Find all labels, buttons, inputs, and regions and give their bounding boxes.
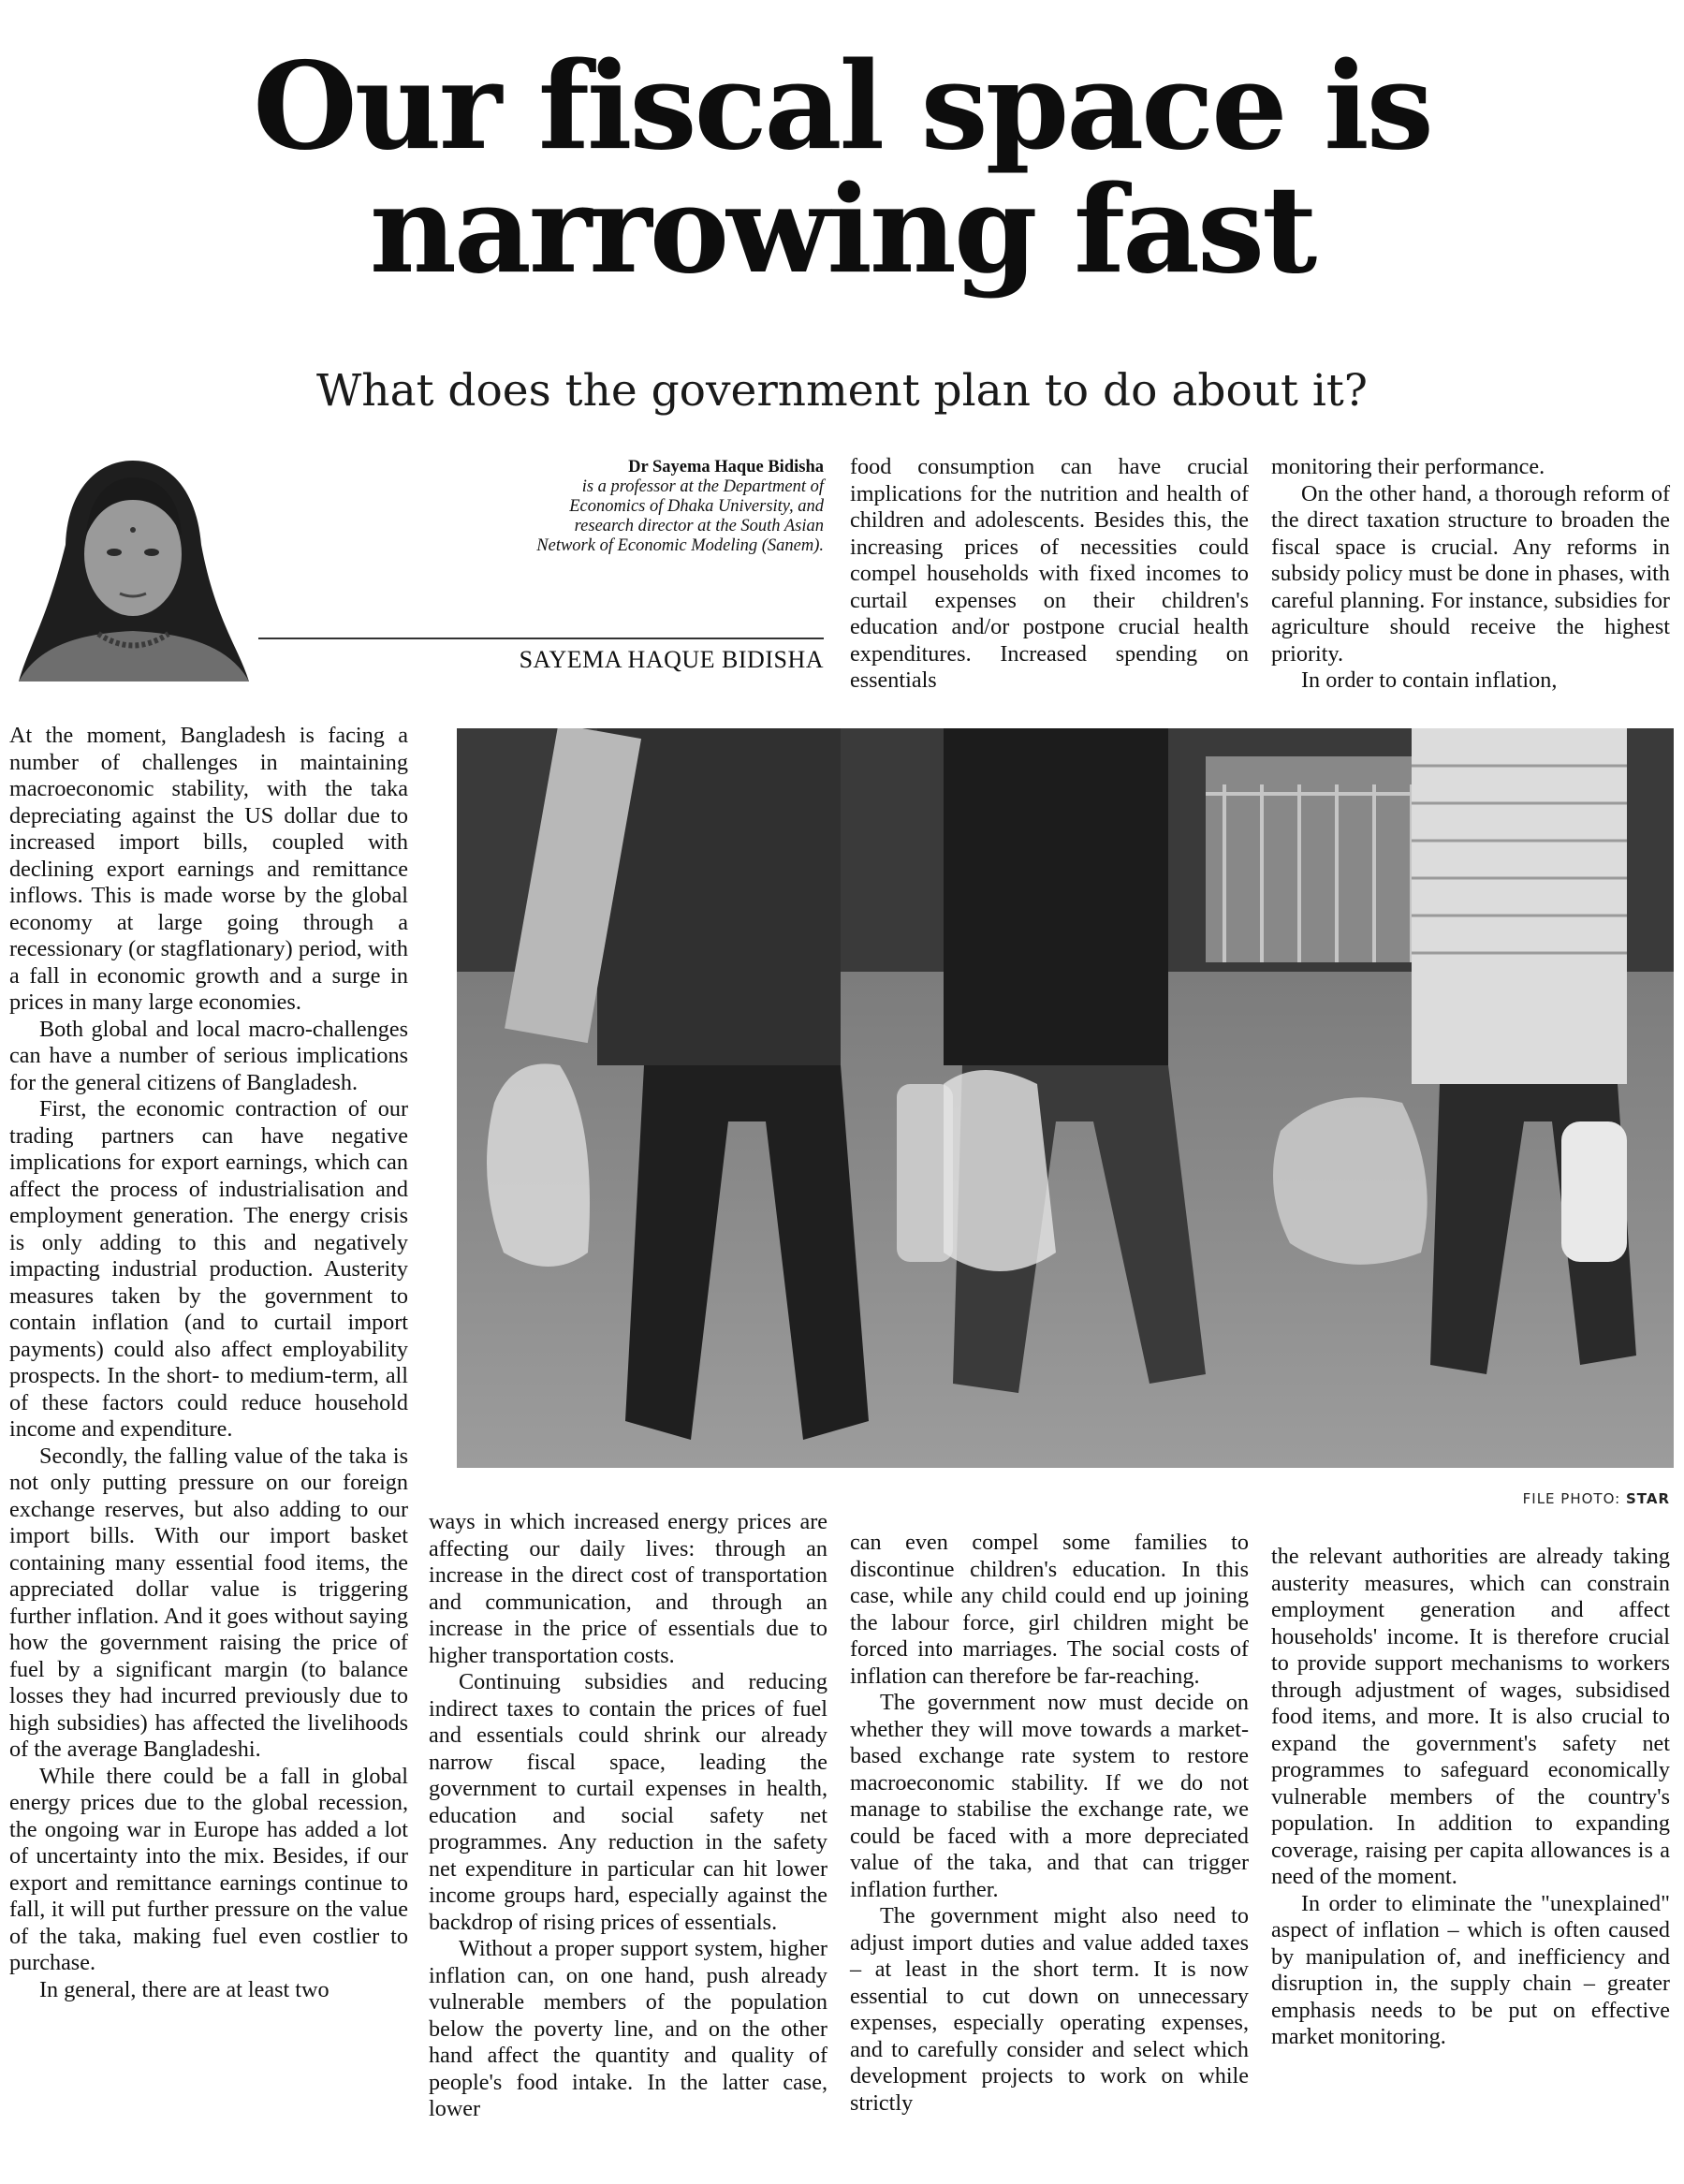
paragraph: Continuing subsidies and reducing indirect taxes to contain the prices of fuel and essentials could shrink our already narrow fiscal space, leading the government to curtail expenses in health, education and social safety net programmes. Any reduction in the safety net expenditure in particular can hit lower income groups hard, especially against the backdrop of rising prices of essentials.	[429, 1669, 827, 1935]
byline: SAYEMA HAQUE BIDISHA	[519, 646, 824, 673]
paragraph: In order to contain inflation,	[1301, 667, 1558, 693]
paragraph: The government might also need to adjust import duties and value added taxes – at least in the short term. It is now essential to cut down on unnecessary expenses, especially operating expenses, and to carefully consider and select which development projects to work on while strictly	[850, 1903, 1249, 2116]
bio-name: Dr Sayema Haque Bidisha	[628, 458, 824, 476]
paragraph: Secondly, the falling value of the taka is not only putting pressure on our foreign exchange reserves, but also adding to our import bills. With our import basket containing many essential food items, the appreciated dollar value is triggering further inflation. And it goes without saying how the government raising the price of fuel by a significant margin (to balance losses they had incurred previously due to high subsidies) has affected the livelihoods of the average Bangladeshi.	[9, 1443, 408, 1762]
article-column-1	[9, 723, 408, 2174]
author-portrait	[9, 432, 258, 682]
article-column-3-top	[850, 454, 1249, 707]
paragraph: In order to eliminate the "unexplained" aspect of inflation – which is often caused by manipulation of, and inefficiency and disruption in, the supply chain – greater emphasis needs to be put on effective market monitoring.	[1271, 1890, 1670, 2049]
headline	[0, 37, 1684, 300]
article-column-3-bottom	[850, 1530, 1249, 2176]
bio-line: Economics of Dhaka University, and	[569, 497, 824, 516]
headline-line-1: Our fiscal space is	[253, 37, 1431, 177]
paragraph: While there could be a fall in global energy prices due to the global recession, the ongoing war in Europe has added a lot of uncertainty into the mix. Besides, if our export and remittance earnings continue to fall, it will put further pressure on the value of the taka, making fuel even costlier to purchase.	[9, 1763, 408, 1975]
subheadline: What does the government plan to do about it?	[316, 365, 1368, 417]
article-photo	[457, 728, 1674, 1468]
paragraph: In general, there are at least two	[39, 1976, 329, 2002]
paragraph: At the moment, Bangladesh is facing a number of challenges in maintaining macroeconomic stability, with the taka depreciating against the US dollar due to increased import bills, coupled with declining export earnings and remittance inflows. This is made worse by the global economy at large going through a recessionary (or stagflationary) period, with a fall in economic growth and a surge in prices in many large economies.	[9, 723, 408, 1015]
paragraph: Without a proper support system, higher inflation can, on one hand, push already vulnerable members of the population below the poverty line, and on the other hand affect the quantity and quality of people's food intake. In the latter case, lower	[429, 1936, 827, 2121]
photo-credit-source: STAR	[1625, 1490, 1670, 1507]
paragraph: food consumption can have crucial implications for the nutrition and health of children and adolescents. Besides this, the increasing prices of necessities could compel households with fixed incomes to curtail expenses on their children's education and/or postpone crucial health expenditures. Increased spending on essentials	[850, 454, 1249, 693]
photo-credit-prefix: FILE PHOTO:	[1522, 1490, 1621, 1507]
paragraph: First, the economic contraction of our trading partners can have negative implications for export earnings, which can affect the process of industrialisation and employment generation. The energy crisis is only adding to this and negatively impacting industrial production. Austerity measures taken by the government to contain inflation (and to curtail import payments) could also affect employability prospects. In the short- to medium-term, all of these factors could reduce household income and expenditure.	[9, 1096, 408, 1442]
paragraph: the relevant authorities are already taking austerity measures, which can constrain employment generation and affect households' income. It is therefore crucial to provide support mechanisms to workers through adjustment of wages, subsidised food items, and more. It is also crucial to expand the government's safety net programmes to safeguard economically vulnerable members of the country's population. In addition to expanding coverage, raising per capita allowances is a need of the moment.	[1271, 1544, 1670, 1889]
byline-divider	[258, 638, 824, 639]
paragraph: On the other hand, a thorough reform of the direct taxation structure to broaden the fiscal space is crucial. Any reforms in subsidy policy must be done in phases, with careful planning. For instance, subsidies for agriculture should receive the highest priority.	[1271, 480, 1670, 667]
author-bio	[403, 458, 824, 556]
bio-line: Network of Economic Modeling (Sanem).	[536, 536, 824, 555]
paragraph: can even compel some families to discontinue children's education. In this case, while any child could end up joining the labour force, girl children might be forced into marriages. The social costs of inflation can therefore be far-reaching.	[850, 1530, 1249, 1689]
paragraph: monitoring their performance.	[1271, 454, 1545, 479]
bio-line: is a professor at the Department of	[581, 477, 824, 496]
paragraph: Both global and local macro-challenges can have a number of serious implications for the general citizens of Bangladesh.	[9, 1016, 408, 1095]
people-carrying-bags-illustration	[457, 728, 1674, 1468]
paragraph: The government now must decide on whether they will move towards a market-based exchange rate system to restore macroeconomic stability. If we do not manage to stabilise the exchange rate, we could be faced with a more depreciated value of the taka, and that can trigger inflation further.	[850, 1690, 1249, 1902]
headline-line-2: narrowing fast	[369, 160, 1315, 300]
author-portrait-illustration	[9, 432, 258, 682]
bio-line: research director at the South Asian	[574, 517, 824, 535]
article-column-2	[429, 1509, 827, 2174]
article-column-4-top	[1271, 454, 1670, 707]
photo-credit	[1311, 1490, 1670, 1507]
article-column-4-bottom	[1271, 1544, 1670, 2176]
paragraph: ways in which increased energy prices are affecting our daily lives: through an increase in the direct cost of transportation and communication, and through an increase in the price of essentials due to higher transportation costs.	[429, 1509, 827, 1668]
